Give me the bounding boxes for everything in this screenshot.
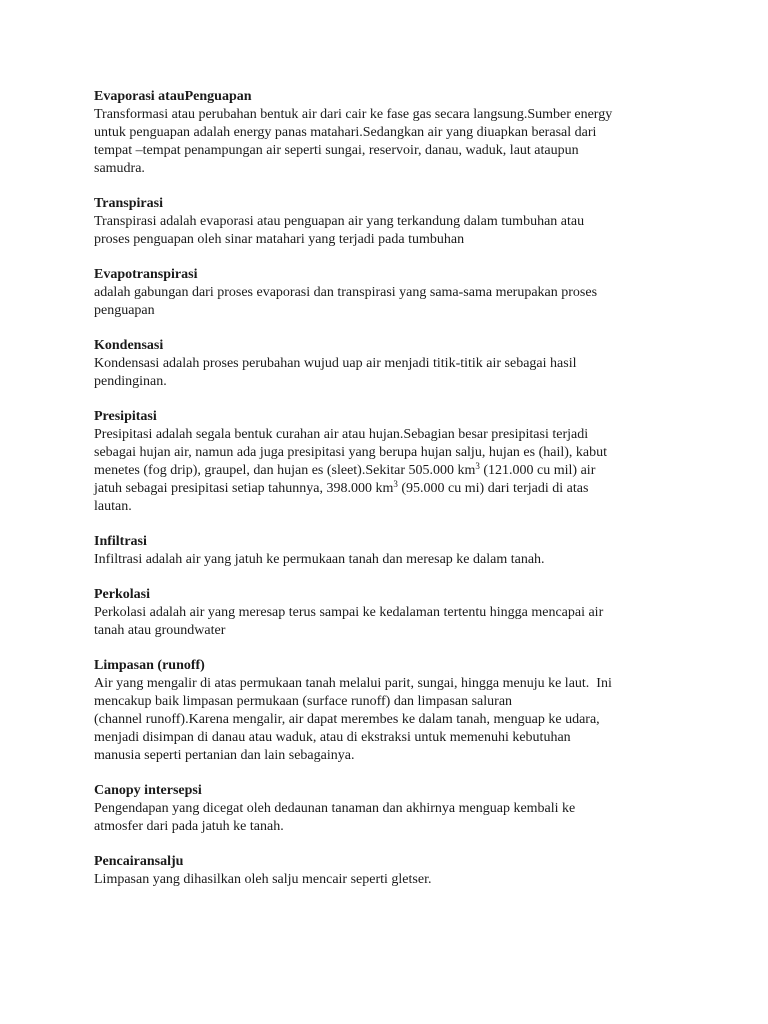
paragraph-line: sebagai hujan air, namun ada juga presipitasi yang berupa hujan salju, hujan es (hail), kabut [94, 445, 608, 460]
paragraph-line: proses penguapan oleh sinar matahari yang terjadi pada tumbuhan [94, 232, 465, 247]
paragraph-line: Transpirasi adalah evaporasi atau penguapan air yang terkandung dalam tumbuhan atau [94, 214, 585, 229]
section-transpirasi [94, 195, 684, 249]
paragraph-line: lautan. [94, 499, 132, 514]
paragraph-line [94, 480, 684, 498]
line-text: menetes (fog drip), graupel, dan hujan es (sleet).Sekitar 505.000 km [94, 463, 476, 478]
paragraph-line: Perkolasi adalah air yang meresap terus sampai ke kedalaman tertentu hingga mencapai air [94, 605, 604, 620]
section-perkolasi [94, 586, 684, 640]
paragraph-line: Transformasi atau perubahan bentuk air dari cair ke fase gas secara langsung.Sumber energy [94, 107, 613, 122]
section-pencairan-salju [94, 853, 684, 889]
line-text: jatuh sebagai presipitasi setiap tahunnya, 398.000 km [94, 481, 394, 496]
section-canopy-intersepsi [94, 782, 684, 836]
section-heading: Evaporasi atauPenguapan [94, 89, 252, 104]
section-heading: Pencairansalju [94, 854, 184, 869]
section-heading: Infiltrasi [94, 534, 147, 549]
section-heading: Evapotranspirasi [94, 267, 198, 282]
section-heading: Canopy intersepsi [94, 783, 202, 798]
paragraph-line: Air yang mengalir di atas permukaan tanah melalui parit, sungai, hingga menuju ke laut. Ini [94, 676, 612, 691]
section-evaporasi [94, 88, 684, 178]
paragraph-line: untuk penguapan adalah energy panas matahari.Sedangkan air yang diuapkan berasal dari [94, 125, 597, 140]
paragraph-line: (channel runoff).Karena mengalir, air dapat merembes ke dalam tanah, menguap ke udara, [94, 712, 600, 727]
section-limpasan [94, 657, 684, 765]
paragraph-line: samudra. [94, 161, 145, 176]
superscript: 3 [393, 479, 398, 489]
section-heading: Limpasan (runoff) [94, 658, 205, 673]
paragraph-line: Limpasan yang dihasilkan oleh salju mencair seperti gletser. [94, 872, 432, 887]
section-heading: Presipitasi [94, 409, 157, 424]
section-presipitasi [94, 408, 684, 516]
section-evapotranspirasi [94, 266, 684, 320]
section-infiltrasi [94, 533, 684, 569]
paragraph-line: Presipitasi adalah segala bentuk curahan air atau hujan.Sebagian besar presipitasi terjadi [94, 427, 589, 442]
paragraph-line: Kondensasi adalah proses perubahan wujud uap air menjadi titik-titik air sebagai hasil [94, 356, 577, 371]
paragraph-line: penguapan [94, 303, 155, 318]
line-text: (95.000 cu mi) dari terjadi di atas [397, 481, 589, 496]
superscript: 3 [475, 461, 480, 471]
paragraph-line: menjadi disimpan di danau atau waduk, atau di ekstraksi untuk memenuhi kebutuhan [94, 730, 571, 745]
section-kondensasi [94, 337, 684, 391]
paragraph-line: atmosfer dari pada jatuh ke tanah. [94, 819, 284, 834]
paragraph-line: tanah atau groundwater [94, 623, 226, 638]
section-heading: Transpirasi [94, 196, 163, 211]
paragraph-line: manusia seperti pertanian dan lain sebagainya. [94, 748, 355, 763]
paragraph-line: pendinginan. [94, 374, 167, 389]
paragraph-line: Infiltrasi adalah air yang jatuh ke permukaan tanah dan meresap ke dalam tanah. [94, 552, 545, 567]
section-heading: Kondensasi [94, 338, 164, 353]
paragraph-line [94, 462, 684, 480]
paragraph-line: tempat –tempat penampungan air seperti sungai, reservoir, danau, waduk, laut ataupun [94, 143, 579, 158]
line-text: (121.000 cu mil) air [479, 463, 596, 478]
paragraph-line: adalah gabungan dari proses evaporasi dan transpirasi yang sama-sama merupakan proses [94, 285, 598, 300]
section-heading: Perkolasi [94, 587, 150, 602]
document-page [94, 88, 684, 906]
paragraph-line: Pengendapan yang dicegat oleh dedaunan tanaman dan akhirnya menguap kembali ke [94, 801, 576, 816]
paragraph-line: mencakup baik limpasan permukaan (surface runoff) dan limpasan saluran [94, 694, 513, 709]
